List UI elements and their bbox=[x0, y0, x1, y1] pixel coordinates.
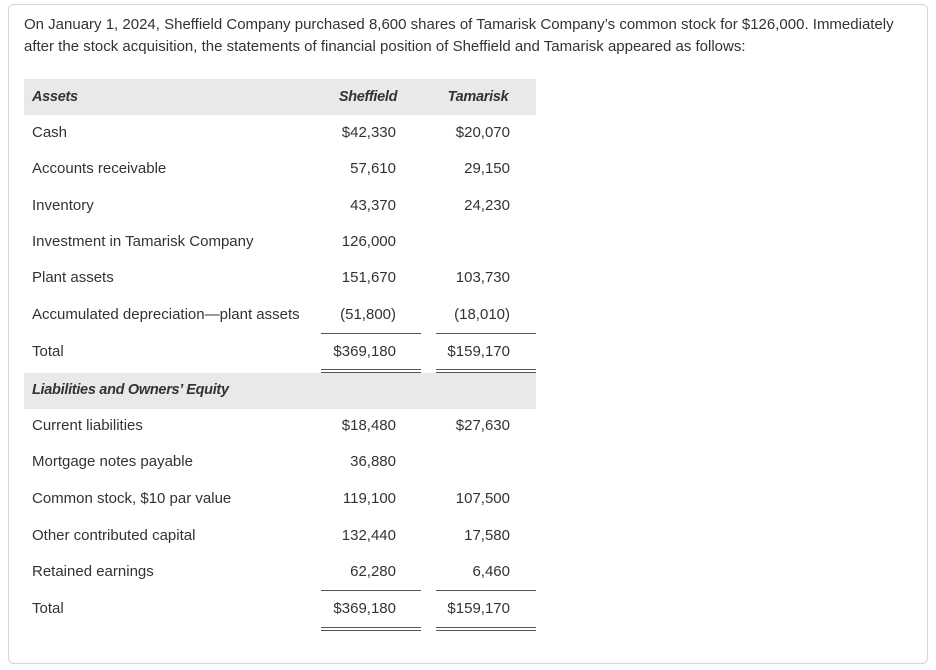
liability-row-label: Other contributed capital bbox=[32, 527, 196, 544]
liability-row-sheffield: 36,880 bbox=[350, 453, 396, 470]
liability-row-sheffield: 62,280 bbox=[350, 563, 396, 580]
column-header-tamarisk: Tamarisk bbox=[447, 89, 509, 105]
liability-row-tamarisk: 107,500 bbox=[455, 490, 510, 507]
liabilities-total-tamarisk: $159,170 bbox=[447, 600, 510, 617]
asset-row-label: Accumulated depreciation—plant assets bbox=[32, 306, 300, 323]
assets-heading: Assets bbox=[32, 89, 78, 105]
liability-row-sheffield: 132,440 bbox=[341, 527, 396, 544]
assets-total-label: Total bbox=[32, 343, 64, 360]
asset-row-sheffield: 151,670 bbox=[341, 269, 396, 286]
subtotal-rule bbox=[436, 333, 536, 334]
liability-row-tamarisk: 17,580 bbox=[464, 527, 510, 544]
liabilities-total-sheffield: $369,180 bbox=[333, 600, 396, 617]
liability-row-sheffield: 119,100 bbox=[342, 490, 396, 507]
asset-row-label: Investment in Tamarisk Company bbox=[32, 233, 254, 250]
asset-row-tamarisk: 103,730 bbox=[455, 269, 510, 286]
liability-row-label: Common stock, $10 par value bbox=[32, 490, 232, 507]
asset-row-sheffield: (51,800) bbox=[340, 306, 396, 323]
liability-row-sheffield: $18,480 bbox=[341, 417, 396, 434]
liabilities-total-label: Total bbox=[32, 600, 64, 617]
asset-row-sheffield: 57,610 bbox=[350, 160, 396, 177]
assets-total-tamarisk: $159,170 bbox=[447, 343, 510, 360]
liabilities-heading: Liabilities and Owners’ Equity bbox=[32, 382, 229, 398]
asset-row-sheffield: $42,330 bbox=[341, 124, 396, 141]
asset-row-sheffield: 126,000 bbox=[341, 233, 396, 250]
liability-row-label: Current liabilities bbox=[32, 417, 143, 434]
asset-row-label: Plant assets bbox=[32, 269, 114, 286]
total-double-rule bbox=[321, 627, 421, 631]
problem-statement: On January 1, 2024, Sheffield Company purchased 8,600 shares of Tamarisk Company’s common stock for $126,000. Immediately after the stock acquisition, the statements of financial position of Sheffield and Tamarisk appeared as follows: bbox=[24, 16, 894, 55]
liability-row-tamarisk: 6,460 bbox=[472, 563, 510, 580]
asset-row-sheffield: 43,370 bbox=[350, 197, 396, 214]
asset-row-tamarisk: 29,150 bbox=[464, 160, 510, 177]
asset-row-label: Cash bbox=[32, 124, 68, 141]
asset-row-tamarisk: 24,230 bbox=[464, 197, 510, 214]
column-header-sheffield: Sheffield bbox=[338, 89, 398, 105]
subtotal-rule bbox=[321, 333, 421, 334]
assets-total-sheffield: $369,180 bbox=[333, 343, 396, 360]
asset-row-label: Accounts receivable bbox=[32, 160, 167, 177]
asset-row-tamarisk: (18,010) bbox=[454, 306, 510, 323]
asset-row-tamarisk: $20,070 bbox=[455, 124, 510, 141]
total-double-rule bbox=[436, 627, 536, 631]
subtotal-rule bbox=[321, 590, 421, 591]
liability-row-label: Mortgage notes payable bbox=[32, 453, 193, 470]
liability-row-tamarisk: $27,630 bbox=[455, 417, 510, 434]
subtotal-rule bbox=[436, 590, 536, 591]
asset-row-label: Inventory bbox=[32, 197, 94, 214]
liability-row-label: Retained earnings bbox=[32, 563, 154, 580]
